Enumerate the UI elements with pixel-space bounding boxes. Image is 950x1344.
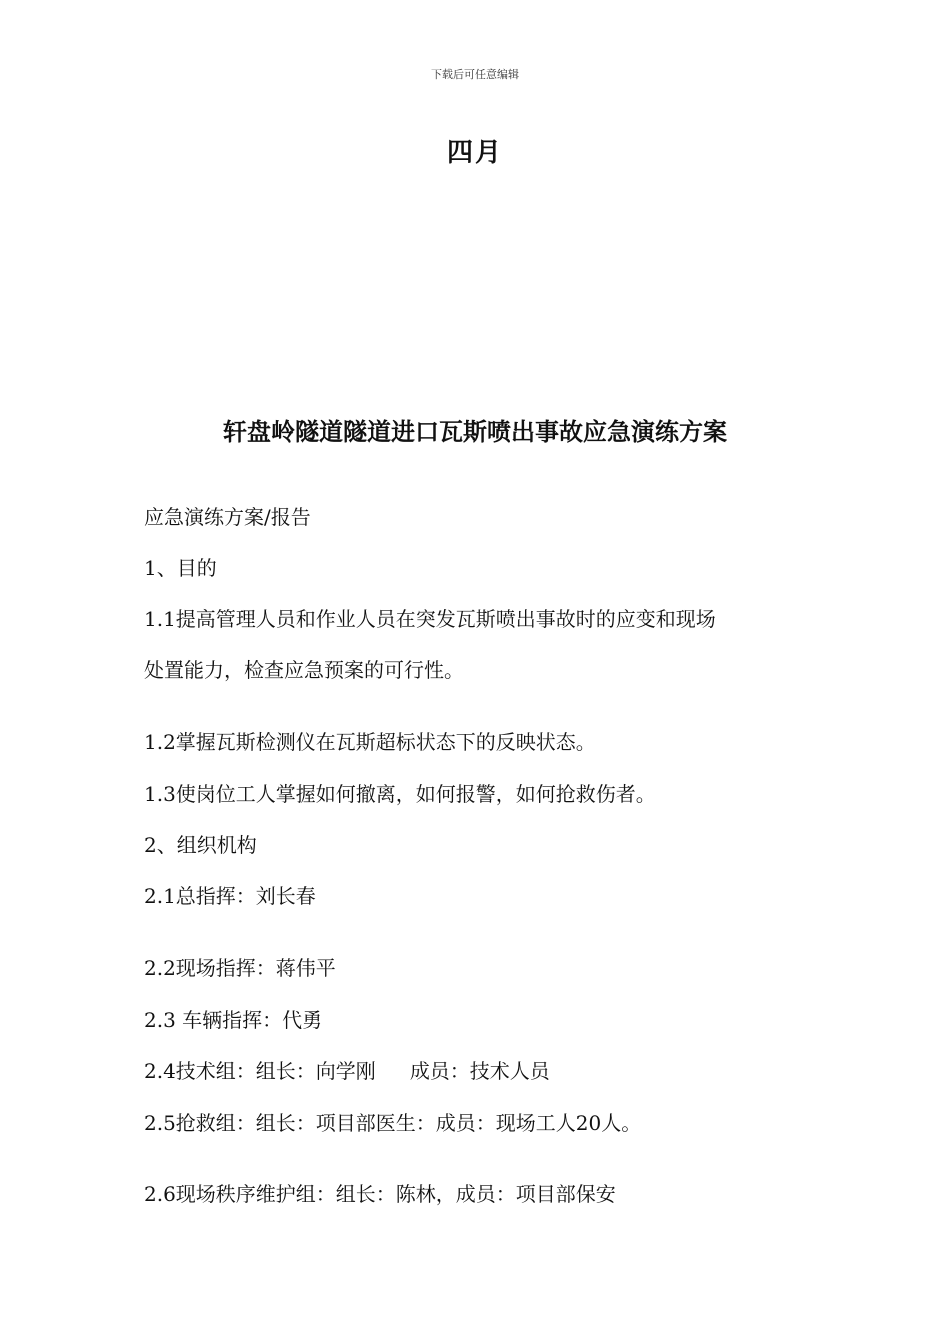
month-title: 四月	[446, 138, 503, 168]
paragraph-2-1: 2.1总指挥：刘长春	[144, 884, 316, 908]
section-2-heading: 2、组织机构	[144, 833, 257, 857]
paragraph-1-3: 1.3使岗位工人掌握如何撤离，如何报警，如何抢救伤者。	[144, 782, 656, 806]
paragraph-2-6: 2.6现场秩序维护组：组长：陈林，成员：项目部保安	[144, 1182, 616, 1206]
paragraph-2-4-leader: 2.4技术组：组长：向学刚	[144, 1059, 376, 1083]
document-title: 轩盘岭隧道隧道进口瓦斯喷出事故应急演练方案	[223, 417, 727, 446]
paragraph-2-5: 2.5抢救组：组长：项目部医生：成员：现场工人20人。	[144, 1111, 642, 1135]
paragraph-2-4	[144, 1059, 550, 1083]
paragraph-1-1-line-1: 1.1提高管理人员和作业人员在突发瓦斯喷出事故时的应变和现场	[144, 607, 716, 631]
paragraph-2-3: 2.3 车辆指挥：代勇	[144, 1008, 323, 1032]
paragraph-2-2: 2.2现场指挥：蒋伟平	[144, 956, 336, 980]
paragraph-2-4-members: 成员：技术人员	[409, 1059, 550, 1083]
paragraph-1-1-line-2: 处置能力，检查应急预案的可行性。	[144, 658, 464, 682]
section-1-heading: 1、目的	[144, 556, 217, 580]
paragraph-1-2: 1.2掌握瓦斯检测仪在瓦斯超标状态下的反映状态。	[144, 730, 596, 754]
header-note: 下载后可任意编辑	[431, 68, 519, 81]
subtitle: 应急演练方案/报告	[144, 505, 311, 529]
